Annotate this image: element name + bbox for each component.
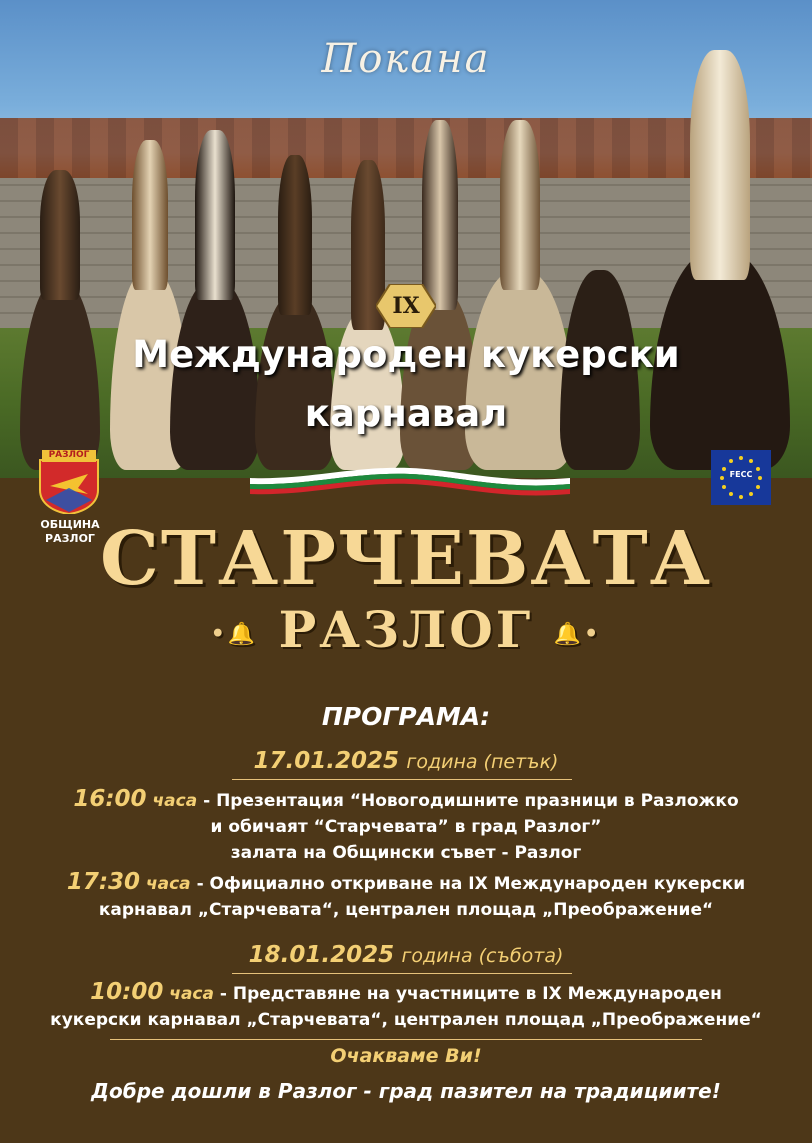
edition-number: IX xyxy=(392,293,420,319)
event-title-line2: карнавал xyxy=(304,392,508,435)
divider xyxy=(110,1039,702,1040)
municipality-label: ОБЩИНА РАЗЛОГ xyxy=(40,518,100,545)
program-day1-date: 17.01.2025 година (петък) xyxy=(253,748,559,774)
bell-icon: •🔔 xyxy=(210,621,259,647)
event-title-line1: Международен кукерски xyxy=(132,333,680,376)
program-heading: ПРОГРАМА: xyxy=(321,702,491,731)
flag-ribbon xyxy=(250,458,570,498)
main-title-razlog: •🔔 РАЗЛОГ 🔔• xyxy=(210,600,602,659)
fecc-text: FECC xyxy=(729,470,753,479)
program-item-3: 10:00 часа - Представяне на участниците в IX Международен кукерски карнавал „Старчевата“, централен площад „Преображение“ xyxy=(50,979,762,1030)
main-title-starchevata: СТАРЧЕВАТА xyxy=(100,516,712,602)
welcome-long: Добре дошли в Разлог - град пазител на традициите! xyxy=(91,1079,721,1103)
crest-text: РАЗЛОГ xyxy=(48,450,90,460)
program-item-2: 17:30 часа - Официално откриване на IX Международен кукерски карнавал „Старчевата“, централен площад „Преображение“ xyxy=(66,869,746,920)
program-day2-date: 18.01.2025 година (събота) xyxy=(248,942,564,968)
kukeri-photo xyxy=(0,0,812,478)
fecc-logo-icon xyxy=(711,450,771,505)
bell-icon: 🔔• xyxy=(553,621,602,647)
divider xyxy=(232,973,572,974)
program-item-1: 16:00 часа - Презентация “Новогодишните празници в Разложко и обичаят “Старчевата” в град Разлог” залата на Общински съвет - Разлог xyxy=(73,786,739,863)
divider xyxy=(232,779,572,780)
invitation-heading: Покана xyxy=(321,36,491,82)
welcome-short: Очакваме Ви! xyxy=(330,1045,482,1067)
edition-badge xyxy=(376,284,436,328)
